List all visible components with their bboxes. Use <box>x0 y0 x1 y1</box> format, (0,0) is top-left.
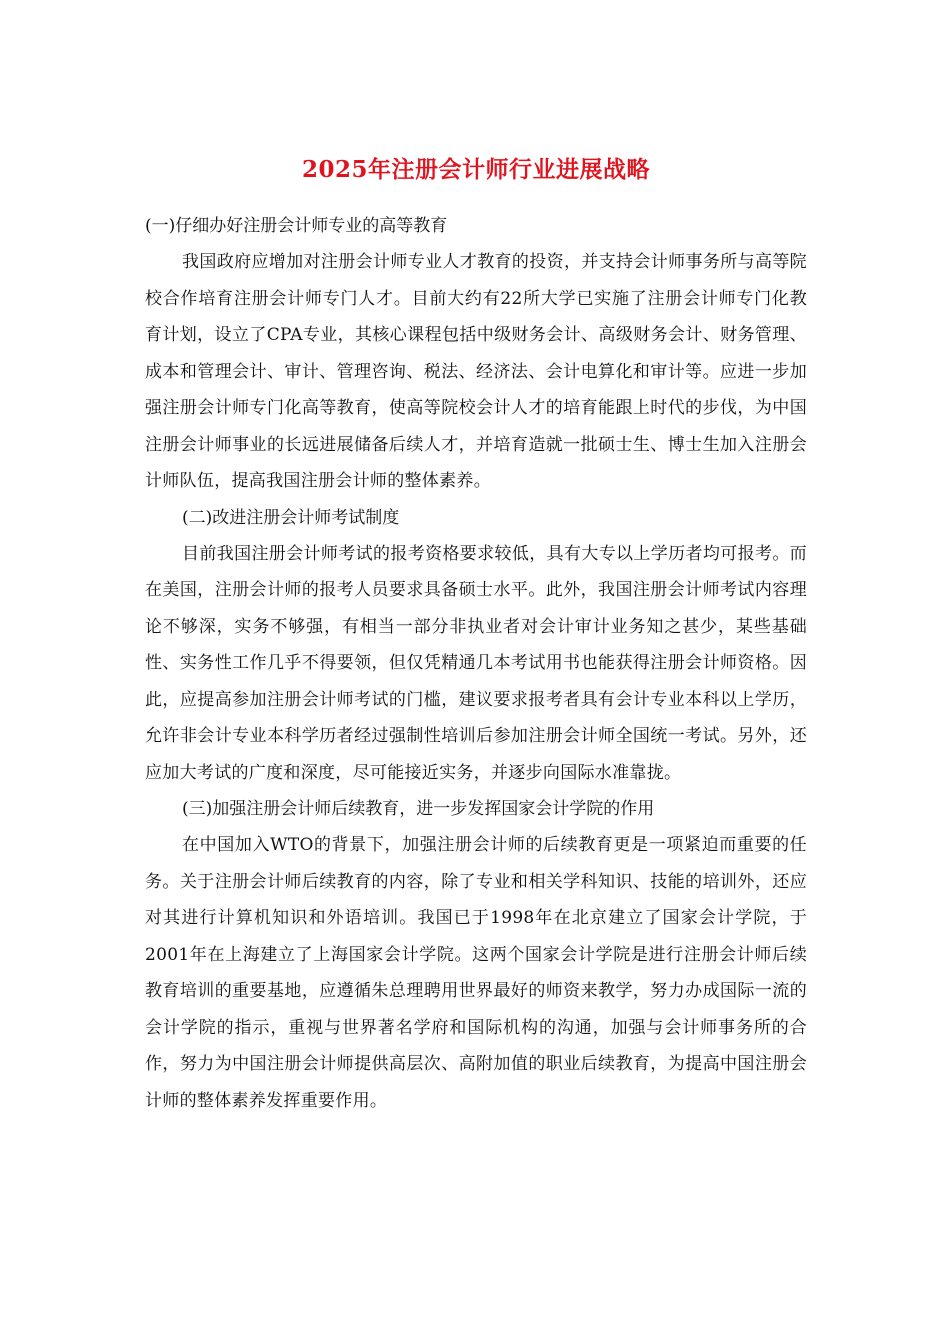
section-1 <box>145 208 807 500</box>
section-3 <box>145 791 807 1119</box>
section-heading: (一)仔细办好注册会计师专业的高等教育 <box>145 216 448 236</box>
document-page <box>145 150 807 1119</box>
document-title: 2025年注册会计师行业进展战略 <box>301 156 650 183</box>
section-paragraph: 在中国加入WTO的背景下，加强注册会计师的后续教育更是一项紧迫而重要的任务。关于注册会计师后续教育的内容，除了专业和相关学科知识、技能的培训外，还应对其进行计算机知识和外语培训。我国已于1998年在北京建立了国家会计学院，于2001年在上海建立了上海国家会计学院。这两个国家会计学院是进行注册会计师后续教育培训的重要基地，应遵循朱总理聘用世界最好的师资来教学，努力办成国际一流的会计学院的指示，重视与世界著名学府和国际机构的沟通，加强与会计师事务所的合作，努力为中国注册会计师提供高层次、高附加值的职业后续教育，为提高中国注册会计师的整体素养发挥重要作用。 <box>145 835 807 1111</box>
section-2 <box>145 500 807 792</box>
section-heading: (二)改进注册会计师考试制度 <box>182 507 400 528</box>
section-heading: (三)加强注册会计师后续教育，进一步发挥国家会计学院的作用 <box>182 799 655 819</box>
section-paragraph: 目前我国注册会计师考试的报考资格要求较低，具有大专以上学历者均可报考。而在美国，注册会计师的报考人员要求具备硕士水平。此外，我国注册会计师考试内容理论不够深，实务不够强，有相当一部分非执业者对会计审计业务知之甚少，某些基础性、实务性工作几乎不得要领，但仅凭精通几本考试用书也能获得注册会计师资格。因此，应提高参加注册会计师考试的门槛，建议要求报考者具有会计专业本科以上学历，允许非会计专业本科学历者经过强制性培训后参加注册会计师全国统一考试。另外，还应加大考试的广度和深度，尽可能接近实务，并逐步向国际水准靠拢。 <box>145 543 807 783</box>
section-paragraph: 我国政府应增加对注册会计师专业人才教育的投资，并支持会计师事务所与高等院校合作培育注册会计师专门人才。目前大约有22所大学已实施了注册会计师专门化教育计划，设立了CPA专业，其核心课程包括中级财务会计、高级财务会计、财务管理、成本和管理会计、审计、管理咨询、税法、经济法、会计电算化和审计等。应进一步加强注册会计师专门化高等教育，使高等院校会计人才的培育能跟上时代的步伐，为中国注册会计师事业的长远进展储备后续人才，并培育造就一批硕士生、博士生加入注册会计师队伍，提高我国注册会计师的整体素养。 <box>145 252 807 491</box>
